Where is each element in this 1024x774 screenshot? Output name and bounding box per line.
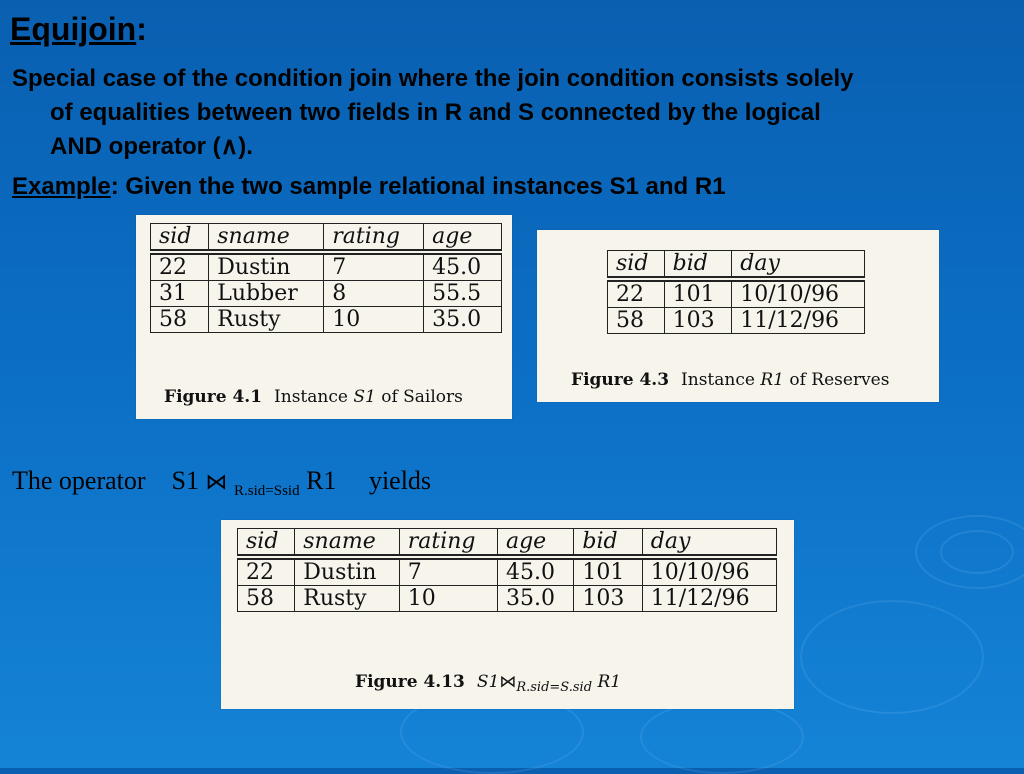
table-cell: 11/12/96 <box>732 308 865 334</box>
table-cell: 101 <box>664 279 732 308</box>
table-cell: 35.0 <box>424 307 502 333</box>
operator-suffix: yields <box>368 466 432 495</box>
table-header-row <box>151 224 502 253</box>
figure-caption <box>355 672 621 695</box>
caption-text: Instance <box>274 387 348 407</box>
table-cell: 22 <box>608 279 665 308</box>
table-row <box>608 279 865 308</box>
column-header: sid <box>151 224 209 253</box>
column-header: sname <box>209 224 324 253</box>
table-header-row <box>238 529 777 558</box>
table-cell: Dustin <box>295 557 399 586</box>
slide-title <box>10 8 147 50</box>
table-cell: 101 <box>574 557 642 586</box>
operator-left: S1 <box>171 466 200 495</box>
table-cell: 45.0 <box>497 557 573 586</box>
table-cell: Lubber <box>209 281 324 307</box>
column-header: sid <box>608 251 665 280</box>
caption-formula-subscript: R.sid=S.sid <box>516 680 593 695</box>
example-line <box>12 170 1012 204</box>
table-header-row <box>608 251 865 280</box>
table-cell: 10 <box>324 307 424 333</box>
figure-4-13-scan <box>221 520 794 709</box>
table-cell: 7 <box>399 557 497 586</box>
table-cell: 11/12/96 <box>642 586 776 612</box>
column-header: sname <box>295 529 399 558</box>
example-label: Example <box>12 173 111 200</box>
table-cell: 31 <box>151 281 209 307</box>
table-row <box>151 281 502 307</box>
column-header: sid <box>238 529 295 558</box>
caption-text: Instance <box>681 370 755 390</box>
table-cell: 22 <box>238 557 295 586</box>
caption-label: Figure 4.13 <box>355 672 465 692</box>
caption-text: of Reserves <box>789 370 890 390</box>
table-row <box>151 252 502 281</box>
sailors-table <box>150 223 502 333</box>
table-cell: Dustin <box>209 252 324 281</box>
table-cell: 10/10/96 <box>732 279 865 308</box>
caption-label: Figure 4.1 <box>164 387 263 407</box>
table-cell: 55.5 <box>424 281 502 307</box>
table-cell: Rusty <box>295 586 399 612</box>
background-ripple <box>915 515 1024 589</box>
table-cell: 103 <box>664 308 732 334</box>
table-cell: 103 <box>574 586 642 612</box>
operator-prefix: The operator <box>12 466 146 495</box>
table-row <box>238 586 777 612</box>
bowtie-join-icon: ⋈ <box>499 672 517 692</box>
definition-line-1: Special case of the condition join where the join condition consists solely <box>12 65 854 92</box>
definition-line-3: AND operator (∧). <box>50 133 253 160</box>
column-header: day <box>642 529 776 558</box>
figure-caption <box>571 370 889 390</box>
table-cell: 8 <box>324 281 424 307</box>
table-cell: 58 <box>151 307 209 333</box>
column-header: age <box>497 529 573 558</box>
figure-4-3-scan <box>537 230 939 402</box>
table-row <box>608 308 865 334</box>
caption-var: R1 <box>760 370 784 390</box>
operator-right: R1 <box>306 466 337 495</box>
table-cell: 58 <box>608 308 665 334</box>
table-cell: 35.0 <box>497 586 573 612</box>
column-header: day <box>732 251 865 280</box>
title-colon: : <box>136 11 147 47</box>
column-header: rating <box>399 529 497 558</box>
table-row <box>151 307 502 333</box>
table-cell: 45.0 <box>424 252 502 281</box>
column-header: rating <box>324 224 424 253</box>
example-text: : Given the two sample relational instances S1 and R1 <box>110 173 726 200</box>
caption-var: S1 <box>353 387 376 407</box>
table-cell: 58 <box>238 586 295 612</box>
operator-subscript: R.sid=Ssid <box>234 483 300 499</box>
table-cell: 7 <box>324 252 424 281</box>
caption-formula-right: R1 <box>597 672 622 692</box>
caption-text: of Sailors <box>381 387 463 407</box>
figure-4-1-scan <box>136 215 512 419</box>
definition-line-2: of equalities between two fields in R and S connected by the logical <box>50 99 821 126</box>
reserves-table <box>607 250 865 334</box>
table-cell: 10/10/96 <box>642 557 776 586</box>
caption-formula-left: S1 <box>476 672 500 692</box>
background-ripple <box>800 600 984 714</box>
column-header: age <box>424 224 502 253</box>
title-text: Equijoin <box>10 11 137 47</box>
join-result-table <box>237 528 777 612</box>
background-ripple <box>640 700 804 774</box>
table-cell: 10 <box>399 586 497 612</box>
column-header: bid <box>664 251 732 280</box>
bowtie-join-icon: ⋈ <box>205 470 228 495</box>
table-row <box>238 557 777 586</box>
column-header: bid <box>574 529 642 558</box>
definition-text <box>12 62 1012 164</box>
figure-caption <box>164 387 463 407</box>
table-cell: 22 <box>151 252 209 281</box>
table-cell: Rusty <box>209 307 324 333</box>
caption-label: Figure 4.3 <box>571 370 670 390</box>
operator-line <box>12 466 431 500</box>
